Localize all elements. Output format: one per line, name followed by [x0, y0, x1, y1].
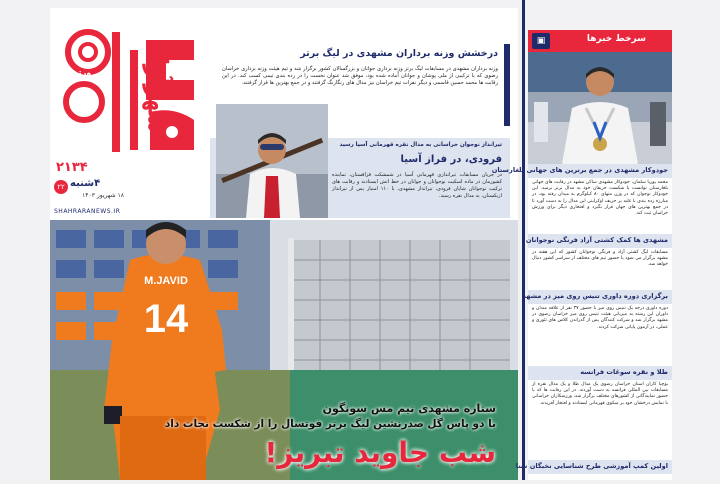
- futsal-kicker: ستاره مشهدی تیم مس سونگون: [322, 402, 496, 415]
- futsal-headline[interactable]: شب جاوید تبریز!: [264, 436, 496, 469]
- story-accent-bar: [504, 44, 510, 126]
- column-divider: [522, 0, 525, 480]
- logo-mark: [54, 20, 204, 170]
- front-page-sheet: [50, 8, 518, 480]
- news-item-title-4[interactable]: طلا و نقره سوغات فرانسه: [528, 366, 672, 380]
- futsal-story[interactable]: [50, 220, 518, 480]
- news-item-body-3: دوره داوری درجه یک تنیس روی میز با حضور ۳۷ نفر از علاقه مندان و داوران این رشته به میزبانی هیئت تنیس روی میز خراسان رضوی در مشهد برگزار شد و شرکت کنندگان پس از گذراندن کلاس های تئوری و عملی، در آزمون پایانی شرکت کردند.: [532, 306, 668, 330]
- issue-day: ۴شنبه: [70, 178, 101, 189]
- news-item-body-4: بوچیا کاران استان خراسان رضوی یک مدال طلا و یک مدال نقره از مسابقات بین المللی فرانسه به دست آوردند. در این رقابت ها که با حضور نمایندگانی از کشورهای مختلف برگزار شد، ورزشکاران خراسانی با نمایش درخشان خود بر سکوی قهرمانی ایستادند و افتخار آفریدند.: [532, 382, 668, 406]
- issue-number: ۲۱۳۴: [56, 160, 88, 175]
- news-item-title-2[interactable]: مشهدی ها کمک کشتی آزاد فرنگی نوجوانان: [528, 234, 672, 248]
- logo-text: شهرآرا: [142, 58, 172, 134]
- top-story-headline[interactable]: درخشش وزنه برداران مشهدی در لیگ برتر: [300, 48, 498, 59]
- shooter-story[interactable]: [210, 138, 510, 218]
- shooter-kicker: تیرانداز نوجوان خراسانی به مدال نقره قهرمانی آسیا رسید: [339, 142, 502, 148]
- judo-photo: [528, 52, 672, 164]
- news-column-title: سرخط خبرها: [586, 34, 646, 44]
- website-url[interactable]: SHAHRARANEWS.IR: [54, 208, 121, 215]
- logo-top-text: ورزشی: [60, 68, 92, 79]
- jersey-number: 14: [143, 297, 189, 341]
- news-column-header: [528, 30, 672, 52]
- top-story-body: وزنه برداران مشهدی در مسابقات لیگ برتر وزنه برداری جوانان و بزرگسالان کشور برگزار شد و تیم هیئت وزنه برداری خراسان رضوی که با ترکیبی از ملی پوشان و جوانان آماده شده بود، موفق شد عنوان نخست را در رده بندی تیمی کسب کند. در این رقابت ها محمد حسین قاسمی و دیگر نفرات تیم خراسان نیز مدال های رنگارنگ گرفتند و در جمع بهترین ها قرار گرفتند.: [222, 66, 498, 86]
- shooter-body: در جریان مسابقات تیراندازی قهرمانی آسیا در شمشکت قزاقستان، نماینده کشورمان در ماده اسکیت نوجوانان و جوانان در خط اتش ایستادند و رقابت های ترکیب نوجوانان شایان فرودی، تیرانداز مشهدی، با ۱۱۰ امتیاز پس از تیرانداز ازبکستان، به مدال نقره رسید.: [332, 172, 502, 199]
- news-item-body-1: محمد پوریا سلمان، جودوکار مشهدی ساکن مشهد در رقابت های جهانی بلغارستان توانست با شکست حریفان خود به مدال برنز برسد. این جودوکار نوجوان که در وزن منهای ۸۰ کیلوگرم به میدان رفته بود، در مبارزه رده بندی با غلبه بر حریف اوکراینی این مدال را به دست آورد تا در جمع بهترین های جهان قرار بگیرد و افتخاری دیگر برای ورزش خراسان ثبت کند.: [532, 180, 668, 217]
- news-item-body-2: مسابقات لیگ کشتی آزاد و فرنگی نوجوانان کشور که این هفته در مشهد برگزار می شود با حضور تیم های مختلف از سراسر کشور دنبال خواهد شد.: [532, 250, 668, 268]
- masthead: [50, 8, 206, 218]
- futsal-subheadline: با دو پاس گل صدرنشین لیگ برتر فوتسال را از شکست نجات داد: [164, 418, 496, 430]
- date-badge: ۲۲: [54, 180, 68, 194]
- issue-date: ۱۸ شهریور ۱۴۰۳: [82, 192, 124, 199]
- news-item-title-1[interactable]: جودوکار مشهدی در جمع برترین های جهانی بلغارستان: [528, 164, 672, 178]
- news-column: [491, 30, 672, 480]
- jersey-name: M.JAVID: [144, 275, 188, 287]
- news-badge-icon: ▣: [532, 33, 550, 49]
- shooter-headline[interactable]: فرودی، در فراز آسیا: [400, 154, 502, 165]
- news-item-title-3[interactable]: برگزاری دوره داوری تنیس روی میز در مشهد: [528, 290, 672, 304]
- news-item-title-5[interactable]: اولین کمپ آموزشی طرح شناسایی نخبگان شنا: [528, 460, 672, 474]
- shooter-photo: [216, 104, 328, 218]
